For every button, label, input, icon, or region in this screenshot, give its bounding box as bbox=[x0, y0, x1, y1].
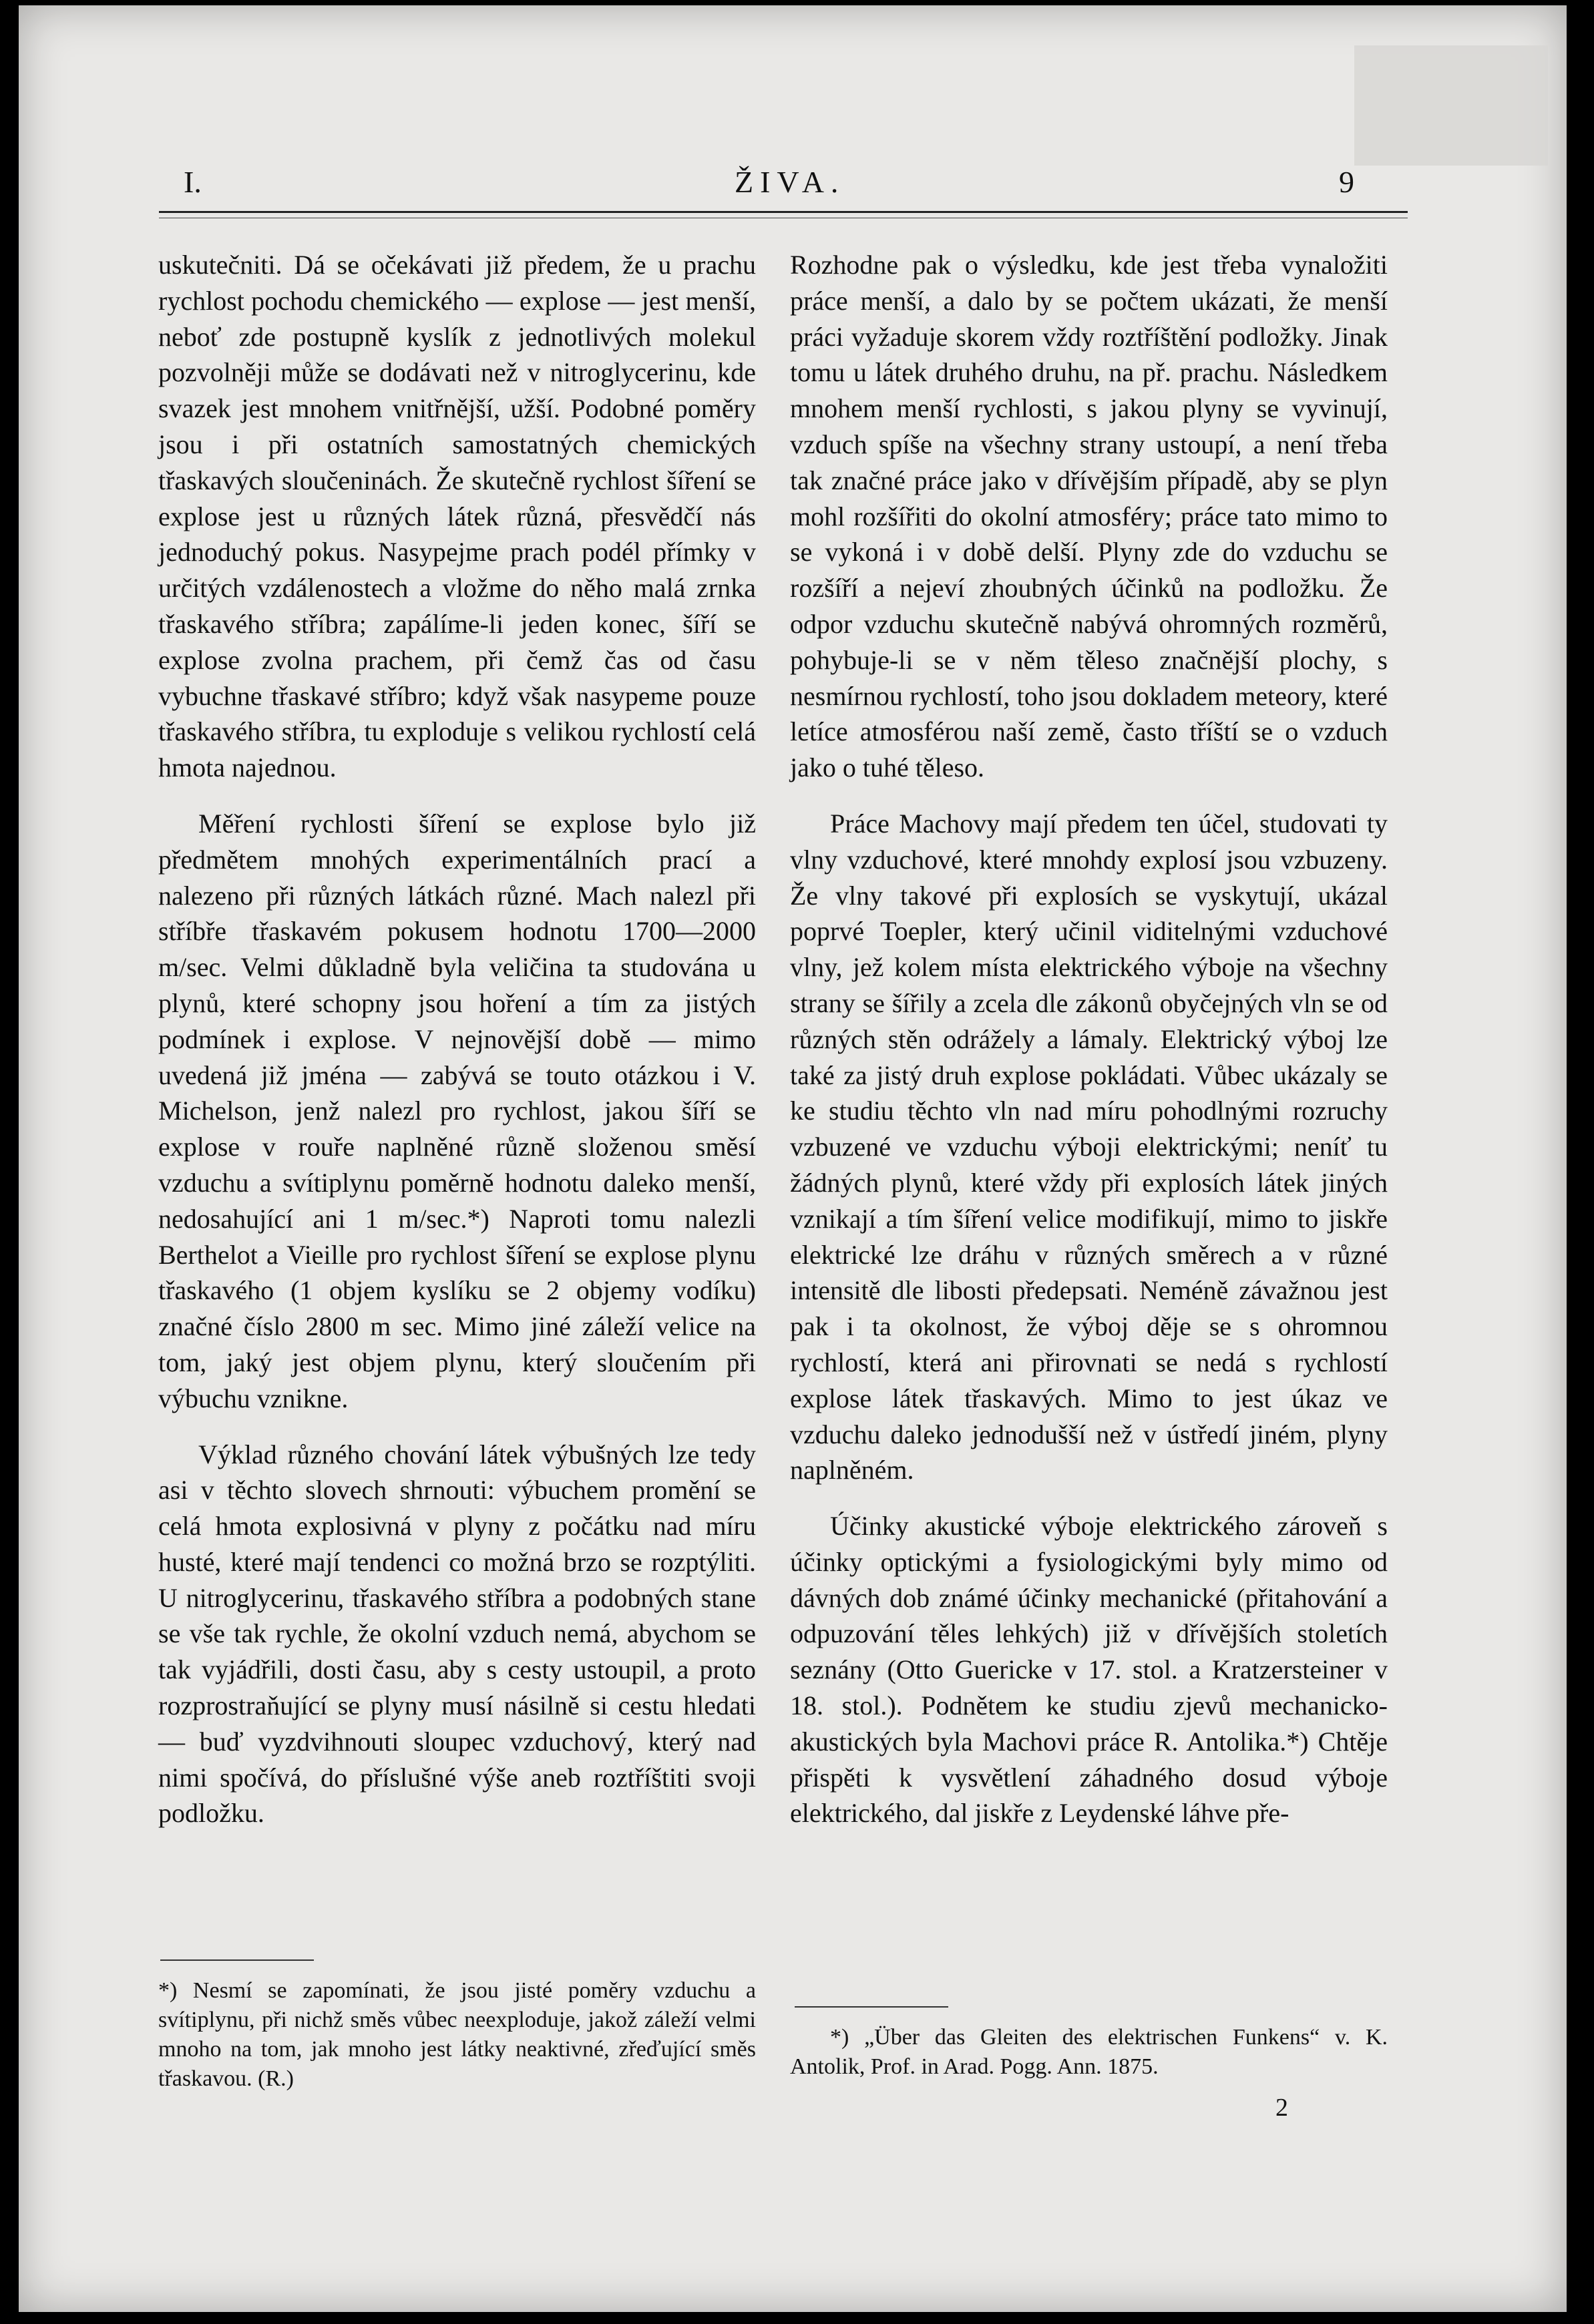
paragraph: Výklad různého chování látek výbušných lze tedy asi v těchto slovech shrnouti: výbuchem promění se celá hmota explosivná v plyny z počátku nad míru husté, které mají tendenci co možná brzo se rozptýliti. U nitroglycerinu, třaskavého stříbra a podobných stane se vše tak rychle, že okolní vzduch nemá, abychom se tak vyjádřili, dosti času, aby s cesty ustoupil, a proto rozprostraňující se plyny musí násilně si cestu hledati — buď vyzdvihnouti sloupec vzduchový, který nad nimi spočívá, do příslušné výše aneb roztříštiti svoji podložku. bbox=[158, 1439, 756, 1829]
sheet-signature: 2 bbox=[1275, 2094, 1288, 2122]
header-rule bbox=[159, 211, 1408, 213]
left-column bbox=[158, 247, 756, 1831]
paragraph: Měření rychlosti šíření se explose bylo již předmětem mnohých experimentálních prací a nalezeno při různých látkách různé. Mach nalezl při stříbře třaskavém pokusem hodnotu 1700—2000 m/sec. Velmi důkladně byla veličina ta studována u plynů, které schopny jsou hoření a tím za jistých podmínek i explose. V nejnovější době — mimo uvedená již jména — zabývá se touto otázkou i V. Michelson, jenž nalezl pro rychlost, jakou šíří se explose v rouře naplněné různě složenou směsí vzduchu a svítiplynu poměrně hodnotu daleko menší, nedosahující ani 1 m/sec.*) Naproti tomu nalezli Berthelot a Vieille pro rychlost šíření se explose plynu třaskavého (1 objem kyslíku se 2 objemy vodíku) značné číslo 2800 m sec. Mimo jiné záleží velice na tom, jaký jest objem plynu, který sloučením při výbuchu vznikne. bbox=[158, 808, 756, 1413]
paragraph: Rozhodne pak o výsledku, kde jest třeba vynaložiti práce menší, a dalo by se počtem ukázati, že menší práci vyžaduje skorem vždy roztříštění podložky. Jinak tomu u látek druhého druhu, na př. prachu. Následkem mnohem menší rychlosti, s jakou plyny se vyvinují, vzduch spíše na všechny strany ustoupí, a není třeba tak značné práce jako v dřívějším případě, aby se plyn mohl rozšířiti do okolní atmosféry; práce tato mimo to se vykoná i v době delší. Plyny zde do vzduchu se rozšíří a nejeví zhoubných účinků na podložku. Že odpor vzduchu skutečně nabývá ohromných rozměrů, pohybuje-li se v něm těleso značnější plochy, s nesmírnou rychlostí, toho jsou dokladem meteory, které letíce atmosférou naší země, často tříští se o vzduch jako o tuhé těleso. bbox=[790, 250, 1388, 783]
library-stamp bbox=[1354, 45, 1548, 166]
volume-number: I. bbox=[184, 165, 202, 199]
paragraph: Účinky akustické výboje elektrického zároveň s účinky optickými a fysiologickými byly mimo od dávných dob známé účinky mechanické (přitahování a odpuzování těles lehkých) již v dřívějších stoletích seznány (Otto Guericke v 17. stol. a Kratzersteiner v 18. stol.). Podnětem ke studiu zjevů mechanicko-akustických byla Machovi práce R. Antolika.*) Chtěje přispěti k vysvětlení záhadného dosud výboje elektrického, dal jiskře z Leydenské láhve pře- bbox=[790, 1511, 1388, 1829]
footnote-rule bbox=[795, 2006, 948, 2008]
footnote-right: *) „Über das Gleiten des elektrischen Funkens“ v. K. Antolik, Prof. in Arad. Pogg. Ann. 1875. bbox=[790, 2025, 1388, 2079]
paragraph: Práce Machovy mají předem ten účel, studovati ty vlny vzduchové, které mnohdy explosí jsou vzbuzeny. Že vlny takové při explosích se vyskytují, ukázal poprvé Toepler, který učinil viditelnými vzduchové vlny, jež kolem místa elektrického výboje na všechny strany se šířily a zcela dle zákonů obyčejných vln se od různých stěn odrážely a lámaly. Elektrický výboj lze také za jistý druh explose pokládati. Vůbec ukázaly se ke studiu těchto vln nad míru pohodlnými rozruchy vzbuzené ve vzduchu výboji elektrickými; neníť tu žádných plynů, které vždy při explosích látek jiných vznikají a tím šíření velice modifikují, mimo to jiskře elektrické lze dráhu v různých směrech a v různé intensitě dle libosti předepsati. Neméně závažnou jest pak i ta okolnost, že výboj děje se s ohromnou rychlostí, která ani přirovnati se nedá s rychlostí explose látek třaskavých. Mimo to jest úkaz ve vzduchu daleko jednodušší než v ústředí jiném, plyny naplněném. bbox=[790, 808, 1388, 1485]
footnote-rule bbox=[160, 1959, 314, 1961]
right-column bbox=[790, 247, 1388, 1831]
paragraph: uskutečniti. Dá se očekávati již předem, že u prachu rychlost pochodu chemického — explose — jest menší, neboť zde postupně kyslík z jednotlivých molekul pozvolněji může se dodávati než v nitroglycerinu, kde svazek jest mnohem vnitřnější, užší. Podobné poměry jsou i při ostatních samostatných chemických třaskavých sloučeninách. Že skutečně rychlost šíření se explose jest u různých látek různá, přesvědčí nás jednoduchý pokus. Nasypejme prach podél přímky v určitých vzdálenostech a vložme do něho malá zrnka třaskavého stříbra; zapálíme-li jeden konec, šíří se explose zvolna prachem, při čemž čas od času vybuchne třaskavé stříbro; když však nasypeme pouze třaskavého stříbra, tu exploduje s velikou rychlostí celá hmota najednou. bbox=[158, 250, 756, 783]
footnote-left: *) Nesmí se zapomínati, že jsou jisté poměry vzduchu a svítiplynu, při nichž směs vůbec neexploduje, jakož záleží velmi mnoho na tom, jak mnoho jest látky neaktivné, zřeďující směs třaskavou. (R.) bbox=[158, 1978, 756, 2091]
page-number: 9 bbox=[1339, 165, 1354, 199]
journal-title: ŽIVA. bbox=[735, 165, 845, 199]
